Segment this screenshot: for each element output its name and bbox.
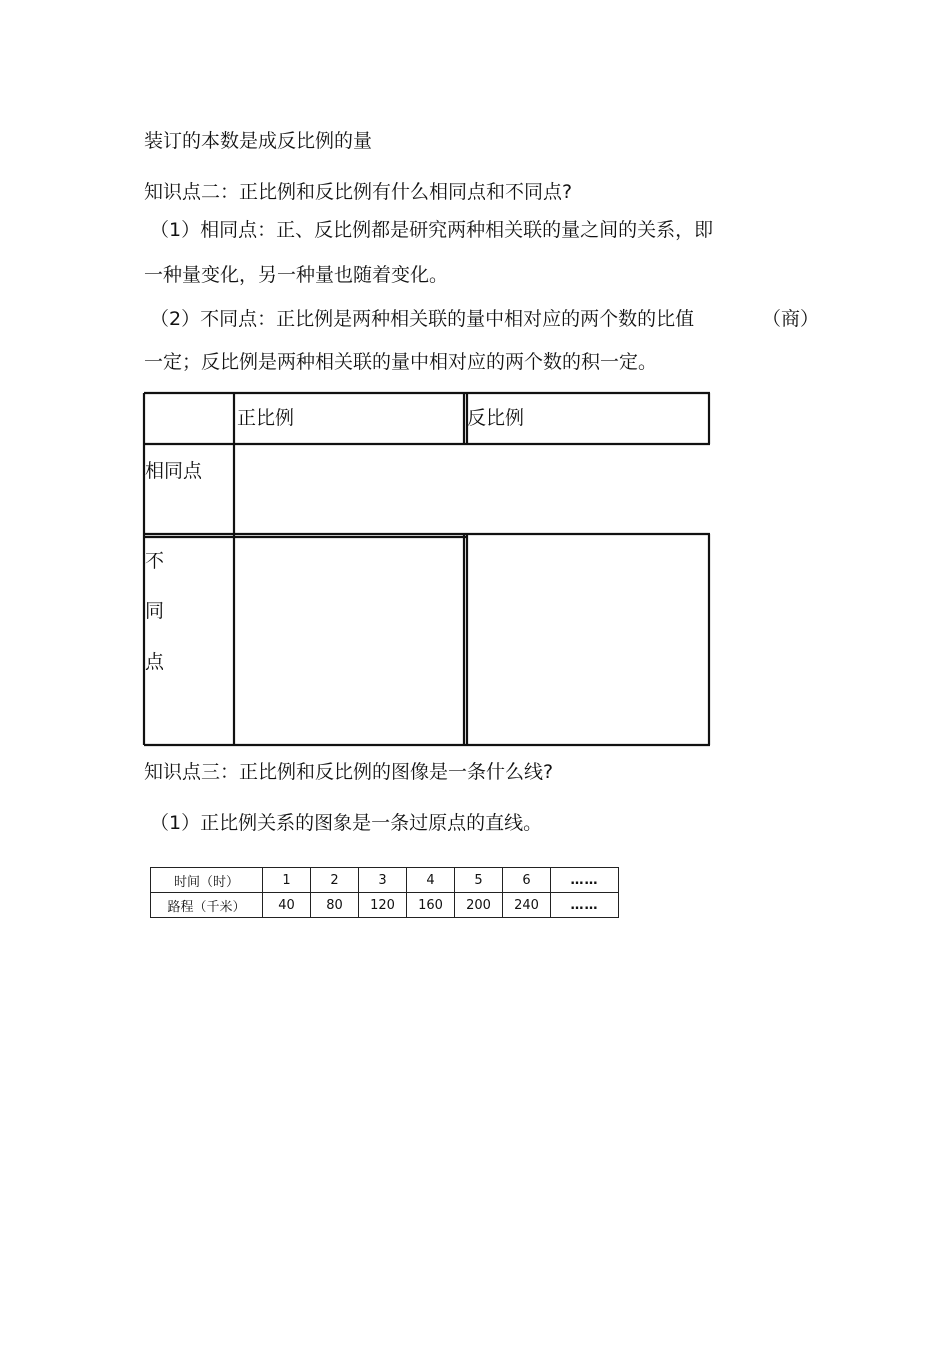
row-header-distance: 路程（千米）: [151, 893, 263, 918]
table-cell: 2: [311, 868, 359, 893]
table-cell: 4: [407, 868, 455, 893]
header-inverse-proportion: 反比例: [467, 407, 525, 429]
paragraph-bound-count: 装订的本数是成反比例的量: [144, 130, 373, 152]
heading-knowledge-point-3: 知识点三：正比例和反比例的图像是一条什么线?: [144, 761, 554, 783]
table-row: [151, 868, 619, 893]
paragraph-difference-quotient: （商）: [762, 308, 820, 330]
table-cell: 240: [503, 893, 551, 918]
paragraph-difference-1: （2）不同点：正比例是两种相关联的量中相对应的两个数的比值: [150, 308, 695, 330]
table-cell-ellipsis: ……: [551, 893, 619, 918]
row-label-similarities: 相同点: [145, 460, 203, 482]
table-cell: 40: [263, 893, 311, 918]
header-direct-proportion: 正比例: [237, 407, 295, 429]
paragraph-direct-graph: （1）正比例关系的图象是一条过原点的直线。: [150, 812, 543, 834]
row-label-differences-char-2: 同: [145, 600, 165, 622]
paragraph-similarity-1: （1）相同点：正、反比例都是研究两种相关联的量之间的关系，即: [150, 219, 714, 241]
table-cell: 3: [359, 868, 407, 893]
table-cell-ellipsis: ……: [551, 868, 619, 893]
time-distance-table: [150, 867, 619, 918]
row-label-differences-char-1: 不: [145, 550, 165, 572]
table-cell: 120: [359, 893, 407, 918]
row-label-differences-char-3: 点: [145, 651, 165, 673]
row-header-time: 时间（时）: [151, 868, 263, 893]
table-cell: 160: [407, 893, 455, 918]
table-cell: 5: [455, 868, 503, 893]
table-cell: 1: [263, 868, 311, 893]
paragraph-similarity-2: 一种量变化，另一种量也随着变化。: [144, 264, 449, 286]
table-cell: 80: [311, 893, 359, 918]
paragraph-difference-2: 一定；反比例是两种相关联的量中相对应的两个数的积一定。: [144, 351, 658, 373]
heading-knowledge-point-2: 知识点二：正比例和反比例有什么相同点和不同点?: [144, 181, 573, 203]
table-cell: 6: [503, 868, 551, 893]
table-row: [151, 893, 619, 918]
table-cell: 200: [455, 893, 503, 918]
